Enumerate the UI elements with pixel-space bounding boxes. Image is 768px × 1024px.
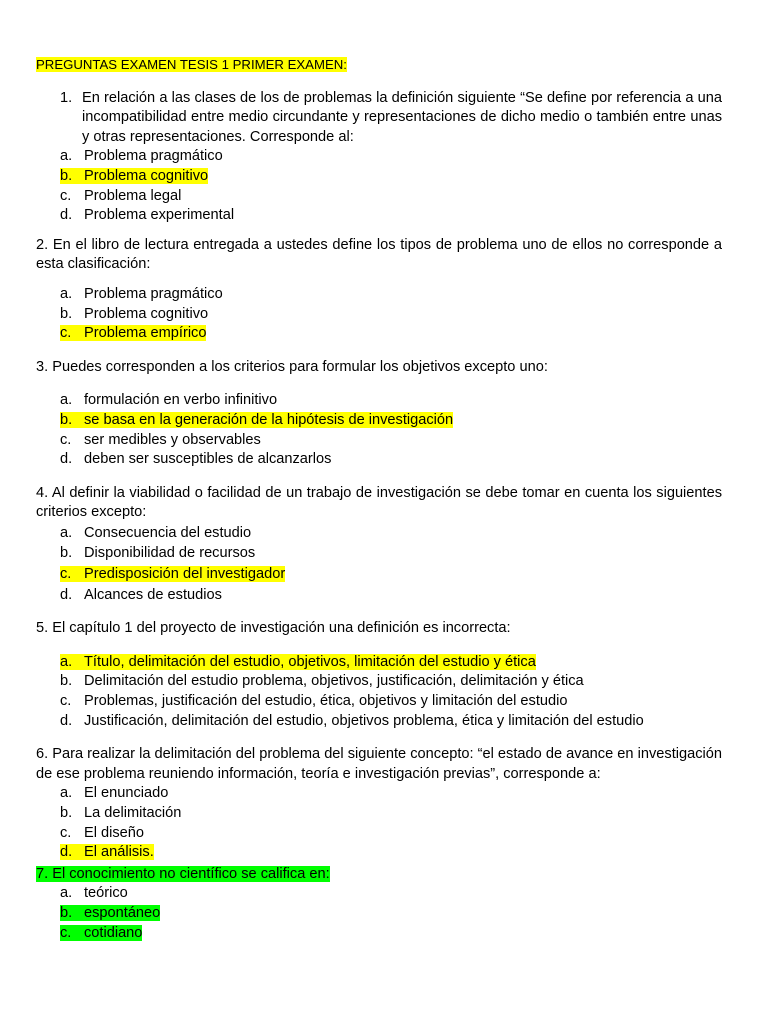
option: b. Disponibilidad de recursos <box>60 545 256 562</box>
option: d. Justificación, delimitación del estudio, objetivos problema, ética y limitación del estudio <box>60 712 644 729</box>
question-5-options <box>36 653 722 731</box>
option: b. Delimitación del estudio problema, objetivos, justificación, delimitación y ética <box>60 673 584 690</box>
option: c. Problemas, justificación del estudio, ética, objetivos y limitación del estudio <box>60 693 568 710</box>
exam-document <box>36 55 722 943</box>
option: b. La delimitación <box>60 805 182 821</box>
question-2-text: 2. En el libro de lectura entregada a ustedes define los tipos de problema uno de ellos no corresponde a esta clasificación: <box>36 236 722 273</box>
option: a. formulación en verbo infinitivo <box>60 392 278 409</box>
option: a. Problema pragmático <box>60 285 223 302</box>
option: b. Problema cognitivo <box>60 305 209 322</box>
question-5 <box>36 619 722 731</box>
option: a. teórico <box>60 885 128 902</box>
question-3-options <box>36 391 722 469</box>
question-2-options <box>36 285 722 344</box>
question-3-text: 3. Puedes corresponden a los criterios para formular los objetivos excepto uno: <box>36 358 548 375</box>
option-answer: a. Título, delimitación del estudio, objetivos, limitación del estudio y ética <box>60 653 536 670</box>
question-3 <box>36 358 722 470</box>
question-5-text: 5. El capítulo 1 del proyecto de investigación una definición es incorrecta: <box>36 620 511 637</box>
option: d. Alcances de estudios <box>60 586 222 603</box>
option: c. Problema legal <box>60 187 182 204</box>
question-6-options <box>36 784 722 862</box>
question-4-options <box>36 523 722 605</box>
option: d. deben ser susceptibles de alcanzarlos <box>60 451 332 468</box>
option: a. Consecuencia del estudio <box>60 524 252 541</box>
option-answer: b. espontáneo <box>60 904 161 921</box>
option: d. Problema experimental <box>60 207 235 224</box>
question-1-text: En relación a las clases de los de problemas la definición siguiente “Se define por referencia a una incompatibilidad entre medio circundante y representaciones de dicho medio o también entre unas y otras representaciones. Corresponde al: <box>82 89 722 145</box>
option: c. El diseño <box>60 824 145 841</box>
question-7-options <box>36 884 722 943</box>
question-6 <box>36 745 722 863</box>
question-7 <box>36 865 722 943</box>
option: c. ser medibles y observables <box>60 431 261 448</box>
option-answer: b. Problema cognitivo <box>60 167 209 184</box>
option-answer: b. se basa en la generación de la hipótesis de investigación <box>60 411 454 428</box>
option-answer: c. cotidiano <box>60 924 143 941</box>
question-1-number: 1. <box>60 89 73 106</box>
option: a. El enunciado <box>60 785 169 802</box>
question-1 <box>36 89 722 226</box>
option-answer: c. Problema empírico <box>60 325 207 342</box>
option: a. Problema pragmático <box>60 148 223 165</box>
question-4 <box>36 484 722 606</box>
option-answer: c. Predisposición del investigador <box>60 566 286 583</box>
exam-title: PREGUNTAS EXAMEN TESIS 1 PRIMER EXAMEN: <box>36 57 347 72</box>
question-4-text: 4. Al definir la viabilidad o facilidad de un trabajo de investigación se debe tomar en cuenta los siguientes criterios excepto: <box>36 484 722 521</box>
question-6-text: 6. Para realizar la delimitación del problema del siguiente concepto: “el estado de avance en investigación de ese problema reuniendo información, teoría e investigación previas”, corresponde a: <box>36 746 722 782</box>
option-answer: d. El análisis. <box>60 844 154 861</box>
question-7-text: 7. El conocimiento no científico se califica en: <box>36 865 330 882</box>
question-1-options <box>36 147 722 225</box>
question-2 <box>36 236 722 344</box>
